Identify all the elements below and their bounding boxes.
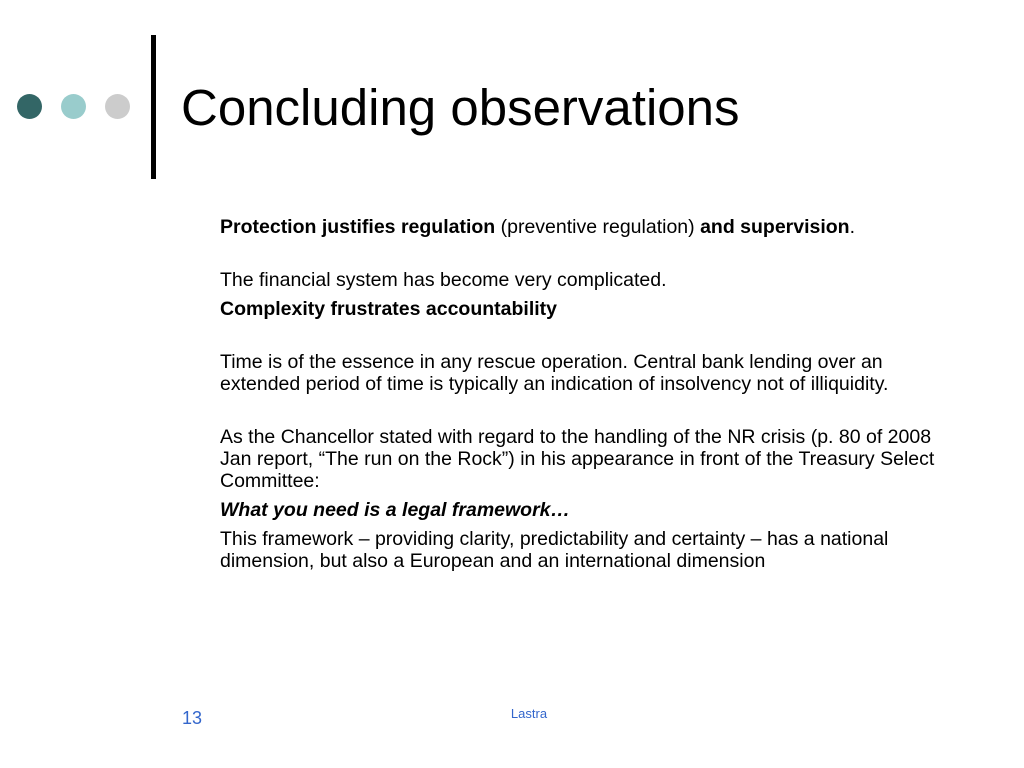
footer-author: Lastra bbox=[510, 706, 548, 721]
paragraph-complexity: Complexity frustrates accountability bbox=[220, 298, 558, 320]
slide-number: 13 bbox=[182, 708, 203, 728]
protection-bold-text: Protection justifies regulation bbox=[220, 216, 496, 238]
supervision-bold-text: and supervision bbox=[700, 216, 850, 238]
paragraph-time: Time is of the essence in any rescue operation. Central bank lending over an extended period of time is typically an indication of insolvency not of illiquidity. bbox=[220, 351, 889, 395]
protection-end-text: . bbox=[849, 216, 856, 238]
paragraph-quote: What you need is a legal framework… bbox=[220, 499, 571, 521]
decorative-dot-light bbox=[61, 94, 86, 119]
decorative-dot-gray bbox=[105, 94, 130, 119]
paragraph-framework: This framework – providing clarity, predictability and certainty – has a national dimension, but also a European and an international dimension bbox=[220, 528, 889, 572]
protection-normal-text: (preventive regulation) bbox=[495, 216, 701, 238]
title-divider bbox=[151, 35, 156, 179]
paragraph-chancellor: As the Chancellor stated with regard to the handling of the NR crisis (p. 80 of 2008 Jan report, “The run on the Rock”) in his appearance in front of the Treasury Select Committee: bbox=[220, 426, 935, 492]
slide-title: Concluding observations bbox=[181, 79, 740, 136]
paragraph-protection bbox=[220, 216, 955, 238]
slide-body bbox=[220, 216, 955, 572]
decorative-dot-dark bbox=[17, 94, 42, 119]
paragraph-complicated: The financial system has become very complicated. bbox=[220, 269, 667, 291]
